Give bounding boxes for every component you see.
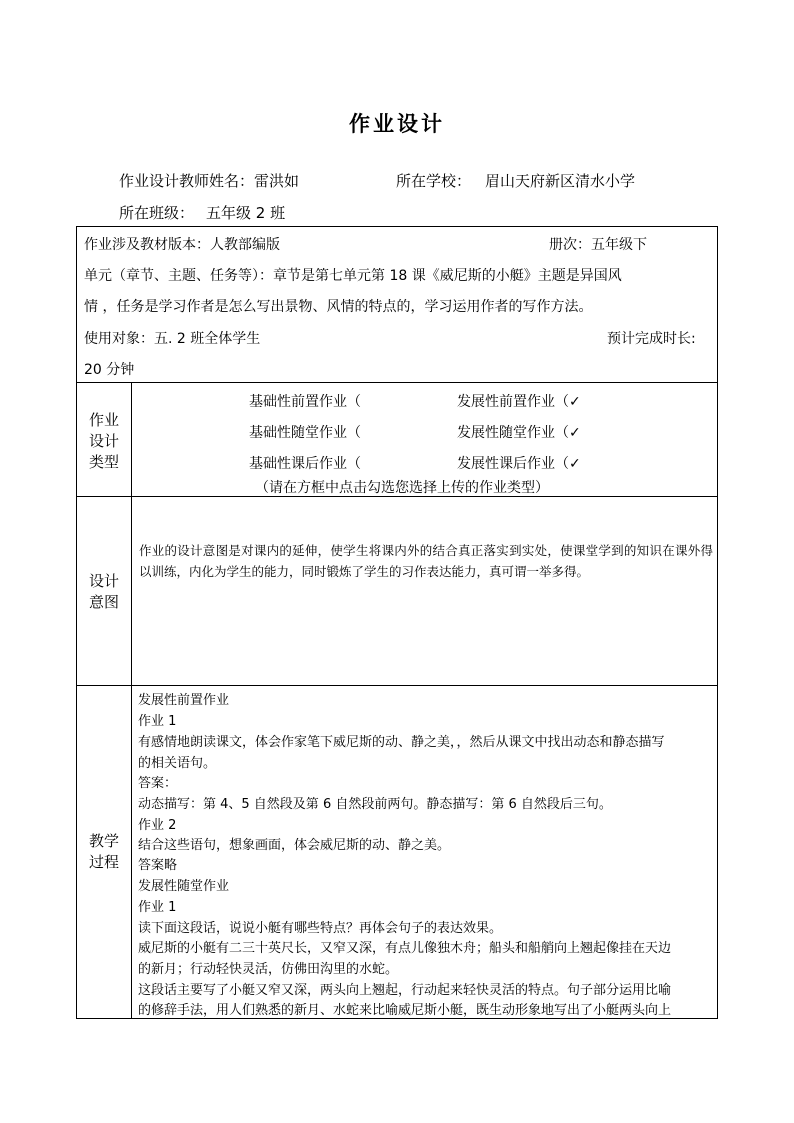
basic-class-option[interactable]: 基础性随堂作业（ xyxy=(249,425,361,441)
school-row xyxy=(396,170,635,191)
type-note: （请在方框中点击勾选您选择上传的作业类型） xyxy=(255,480,549,496)
process-line: 读下面这段话，说说小艇有哪些特点？再体会句子的表达效果。 xyxy=(138,921,503,936)
process-line: 结合这些语句，想象画面，体会威尼斯的动、静之美。 xyxy=(138,838,451,853)
basic-pre-option[interactable]: 基础性前置作业（ xyxy=(249,394,361,410)
volume: 册次：五年级下 xyxy=(549,237,647,253)
duration-label: 预计完成时长: xyxy=(607,331,696,347)
check-icon: ✓ xyxy=(569,394,581,410)
unit-line-2: 情 ，任务是学习作者是怎么写出景物、风情的特点的，学习运用作者的写作方法。 xyxy=(84,299,593,315)
process-line: 的新月；行动轻快灵活，仿佛田沟里的水蛇。 xyxy=(138,962,399,977)
process-line: 发展性随堂作业 xyxy=(138,879,230,894)
teacher-row xyxy=(119,170,299,191)
unit-line-1: 单元（章节、主题、任务等）：章节是第七单元第 18 课《威尼斯的小艇》主题是异国风 xyxy=(84,268,622,284)
check-icon: ✓ xyxy=(569,456,581,472)
process-line: 答案： xyxy=(138,776,178,791)
school-name: 眉山天府新区清水小学 xyxy=(485,172,636,190)
class-name: 五年级 2 班 xyxy=(206,204,286,222)
page-title: 作业设计 xyxy=(349,112,445,136)
textbook-version: 作业涉及教材版本：人教部编版 xyxy=(84,237,280,253)
process-line: 的修辞手法，用人们熟悉的新月、水蛇来比喻威尼斯小艇，既生动形象地写出了小艇两头向上 xyxy=(138,1003,672,1018)
duration-value: 20 分钟 xyxy=(84,362,135,378)
teacher-label: 作业设计教师姓名： xyxy=(119,172,255,190)
process-line: 答案略 xyxy=(138,858,178,873)
dev-after-option[interactable]: 发展性课后作业（✓ xyxy=(457,456,581,472)
process-line: 威尼斯的小艇有二三十英尺长，又窄又深，有点儿像独木舟；船头和船艄向上翘起像挂在天边 xyxy=(138,941,672,956)
process-line: 动态描写：第 4、5 自然段及第 6 自然段前两句。静态描写：第 6 自然段后三句。 xyxy=(138,797,612,812)
check-icon: ✓ xyxy=(569,425,581,441)
class-row xyxy=(119,202,285,223)
basic-after-option[interactable]: 基础性课后作业（ xyxy=(249,456,361,472)
target-audience: 使用对象：五. 2 班全体学生 xyxy=(84,331,261,347)
intent-text: 作业的设计意图是对课内的延伸，使学生将课内外的结合真正落实到实处，使课堂学到的知识在课外得以训练，内化为学生的能力，同时锻炼了学生的习作表达能力，真可谓一举多得。 xyxy=(139,543,713,579)
process-line: 作业 1 xyxy=(138,900,177,915)
process-line: 发展性前置作业 xyxy=(138,693,230,708)
process-line: 的相关语句。 xyxy=(138,756,217,771)
process-line: 作业 1 xyxy=(138,714,177,729)
process-line: 这段话主要写了小艇又窄又深，两头向上翘起，行动起来轻快灵活的特点。句子部分运用比喻 xyxy=(138,983,672,998)
process-line: 有感情地朗读课文，体会作家笔下威尼斯的动、静之美，，然后从课文中找出动态和静态描写 xyxy=(138,735,665,750)
process-label: 教学 过程 xyxy=(88,832,119,871)
dev-class-option[interactable]: 发展性随堂作业（✓ xyxy=(457,425,581,441)
intent-label: 设计 意图 xyxy=(88,572,119,611)
class-label: 所在班级： xyxy=(119,204,195,222)
type-label: 作业 设计 类型 xyxy=(88,411,119,471)
dev-pre-option[interactable]: 发展性前置作业（✓ xyxy=(457,394,581,410)
school-label: 所在学校： xyxy=(396,172,472,190)
process-line: 作业 2 xyxy=(138,818,177,833)
homework-table xyxy=(76,226,718,1019)
divider xyxy=(131,382,132,1019)
teacher-name: 雷洪如 xyxy=(254,172,300,190)
divider xyxy=(77,382,717,383)
divider xyxy=(77,685,717,686)
